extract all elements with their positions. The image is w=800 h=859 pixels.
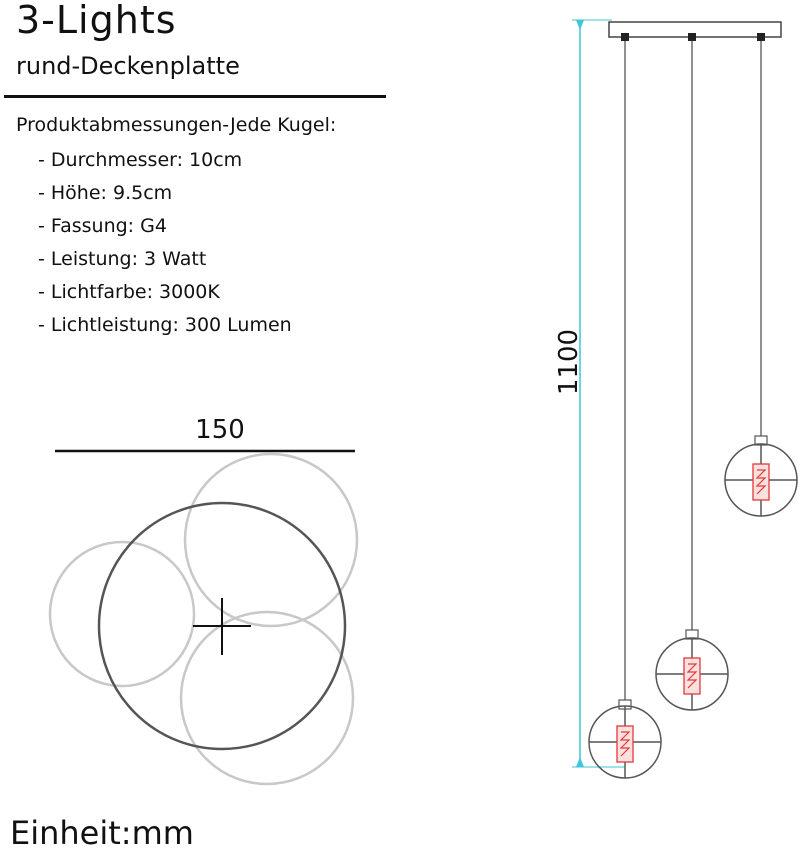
- side-view: [554, 20, 797, 778]
- spec-item-color-temperature: - Lichtfarbe: 3000K: [38, 281, 220, 303]
- unit-label: Einheit:mm: [10, 814, 194, 852]
- spec-heading: Produktabmessungen-Jede Kugel:: [16, 114, 337, 136]
- canopy-connector-1: [621, 33, 629, 41]
- spec-item-diameter: - Durchmesser: 10cm: [38, 149, 243, 171]
- pendant-globe-3: [725, 436, 797, 516]
- pendant-globe-2: [656, 630, 728, 710]
- spec-item-socket: - Fassung: G4: [38, 215, 167, 237]
- page-title: 3-Lights: [16, 0, 177, 42]
- pendant-globe-1: [589, 700, 661, 778]
- spec-item-height: - Höhe: 9.5cm: [38, 182, 173, 204]
- pendant-circle-bottom: [181, 612, 353, 784]
- width-dimension-label: 150: [195, 415, 245, 445]
- pendant-circle-top: [185, 454, 357, 626]
- dimension-arrow-bottom: [576, 757, 584, 767]
- page-subtitle: rund-Deckenplatte: [16, 52, 240, 80]
- canopy-connector-2: [688, 33, 696, 41]
- top-view: [50, 415, 357, 784]
- pendant-circle-left: [50, 542, 194, 686]
- spec-item-power: - Leistung: 3 Watt: [38, 248, 207, 270]
- height-dimension-label: 1100: [554, 328, 584, 396]
- spec-item-luminous-flux: - Lichtleistung: 300 Lumen: [38, 314, 292, 336]
- canopy-connector-3: [757, 33, 765, 41]
- dimension-arrow-top: [576, 20, 584, 30]
